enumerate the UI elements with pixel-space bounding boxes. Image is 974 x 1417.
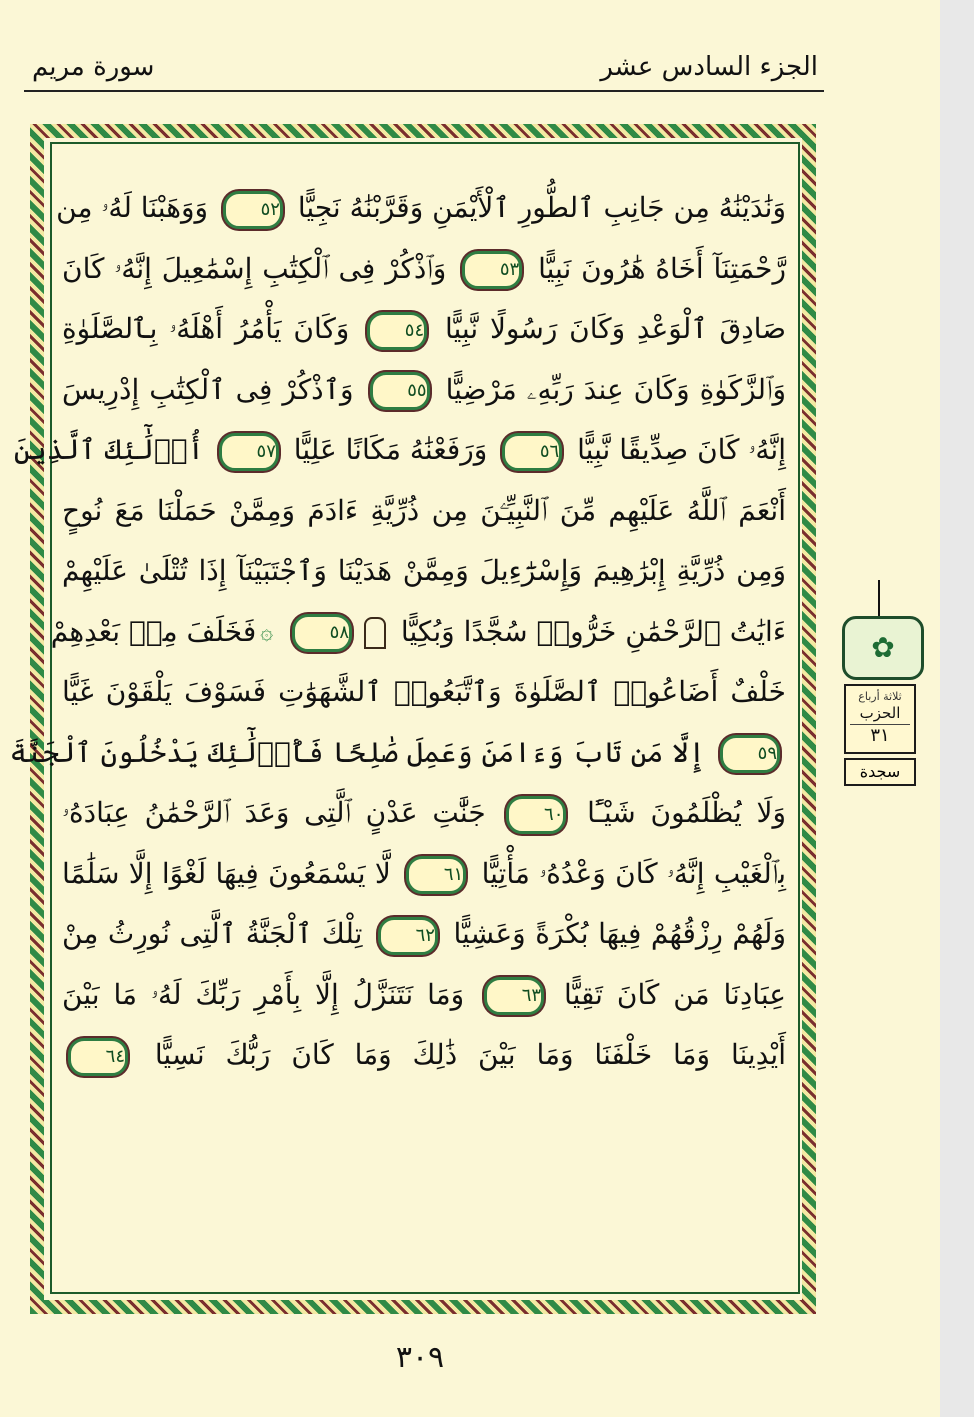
- verse-text: رَّحْمَتِنَآ أَخَاهُ هَٰرُونَ نَبِيًّا: [538, 251, 786, 285]
- text-line: [9, 723, 786, 784]
- verse-text: صَادِقَ ٱلْوَعْدِ وَكَانَ رَسُولًا نَّبِيًّا: [444, 312, 786, 345]
- ayah-number-marker: ٥٤: [367, 312, 427, 350]
- verse-text: وَٱلزَّكَوٰةِ وَكَانَ عِندَ رَبِّهِۦ مَرْضِيًّا: [445, 372, 787, 406]
- verse-text: ءَايَٰتُ ٱلرَّحْمَٰنِ خَرُّوا۟ سُجَّدًا وَبُكِيًّا: [400, 614, 786, 648]
- ayah-number-marker: ٦٠: [506, 796, 566, 834]
- verse-text: وَٱذْكُرْ فِى ٱلْكِتَٰبِ إِدْرِيسَ: [62, 372, 354, 406]
- verse-text: إِنَّهُۥ كَانَ صِدِّيقًا نَّبِيًّا: [577, 433, 786, 466]
- page-edge: [940, 0, 974, 1417]
- verse-text: وَكَانَ يَأْمُرُ أَهْلَهُۥ بِٱلصَّلَوٰةِ: [62, 312, 350, 345]
- hizb-ornament-icon: ✿: [842, 616, 924, 680]
- verse-text: أَنْعَمَ ٱللَّهُ عَلَيْهِم مِّنَ ٱلنَّبِيِّـۧنَ مِن ذُرِّيَّةِ ءَادَمَ وَمِمَّنْ حَمَلْنَا مَعَ نُوحٍ: [62, 493, 786, 527]
- verse-text: بِٱلْغَيْبِ إِنَّهُۥ كَانَ وَعْدُهُۥ مَأْتِيًّا: [481, 856, 787, 890]
- text-line: [50, 602, 786, 663]
- verse-text: إِلَّا مَن تَابَ وَءَامَنَ وَعَمِلَ صَٰلِحًا فَأُو۟لَٰٓئِكَ يَدْخُلُونَ ٱلْجَنَّةَ: [9, 735, 706, 769]
- sajda-label: سجدة: [844, 758, 916, 786]
- text-line: [62, 965, 786, 1026]
- text-line: [13, 420, 786, 481]
- quarter-label: ثلاثة أرباع: [858, 690, 902, 703]
- verse-text: أُو۟لَٰٓئِكَ ٱلَّذِينَ: [13, 433, 204, 466]
- text-line: [62, 299, 786, 360]
- juz-name: الجزء السادس عشر: [600, 52, 818, 82]
- marker-stem: [878, 580, 880, 620]
- page-number: ٣٠٩: [395, 1340, 445, 1375]
- verse-text: فَخَلَفَ مِنۢ بَعْدِهِمْ: [50, 614, 257, 648]
- verse-text: وَلَا يُظْلَمُونَ شَيْـًٔا: [587, 796, 786, 829]
- text-line: [62, 662, 786, 723]
- verse-text: وَمَا نَتَنَزَّلُ إِلَّا بِأَمْرِ رَبِّكَ لَهُۥ مَا بَيْنَ: [62, 977, 465, 1011]
- verse-text: عِبَادِنَا مَن كَانَ تَقِيًّا: [564, 977, 786, 1011]
- ayah-number-marker: ٦١: [406, 856, 466, 894]
- verse-text: أَيْدِينَا وَمَا خَلْفَنَا وَمَا بَيْنَ ذَٰلِكَ وَمَا كَانَ رَبُّكَ نَسِيًّا: [154, 1038, 786, 1071]
- verse-text: لَّا يَسْمَعُونَ فِيهَا لَغْوًا إِلَّا سَلَٰمًا: [62, 856, 391, 890]
- verse-text: تِلْكَ ٱلْجَنَّةُ ٱلَّتِى نُورِثُ مِنْ: [62, 917, 363, 950]
- surah-name: سورة مريم: [32, 52, 155, 82]
- text-line: [56, 178, 786, 239]
- rub-el-hizb-icon: ۞: [260, 619, 274, 645]
- verse-text: وَٱذْكُرْ فِى ٱلْكِتَٰبِ إِسْمَٰعِيلَ إِنَّهُۥ كَانَ: [62, 251, 447, 285]
- text-line: [62, 783, 786, 844]
- ayah-number-marker: ٥٢: [223, 191, 283, 229]
- header-rule: [24, 90, 824, 92]
- hizb-number: ٣١: [850, 724, 910, 747]
- quran-text: [9, 178, 787, 1086]
- text-line: [62, 481, 786, 542]
- ayah-number-marker: ٥٨: [292, 614, 352, 652]
- verse-text: وَنَٰدَيْنَٰهُ مِن جَانِبِ ٱلطُّورِ ٱلْأَيْمَنِ وَقَرَّبْنَٰهُ نَجِيًّا: [297, 191, 786, 224]
- verse-text: جَنَّٰتِ عَدْنٍ ٱلَّتِى وَعَدَ ٱلرَّحْمَٰنُ عِبَادَهُۥ: [62, 796, 486, 829]
- ayah-number-marker: ٦٤: [68, 1038, 128, 1076]
- margin-hizb-marker: [832, 580, 928, 810]
- ayah-number-marker: ٥٣: [462, 251, 522, 289]
- hizb-label: الحزب: [859, 704, 901, 722]
- ayah-number-marker: ٥٥: [370, 372, 430, 410]
- text-line: [62, 360, 786, 421]
- text-line: [62, 239, 786, 300]
- text-line: [62, 844, 786, 905]
- page-header: [24, 48, 824, 92]
- ayah-number-marker: ٦٣: [484, 977, 544, 1015]
- text-line: [62, 904, 786, 965]
- text-line: [62, 541, 786, 602]
- verse-text: وَمِن ذُرِّيَّةِ إِبْرَٰهِيمَ وَإِسْرَٰٓءِيلَ وَمِمَّنْ هَدَيْنَا وَٱجْتَبَيْنَآ إِذَا تُتْلَىٰ عَلَيْهِمْ: [62, 554, 786, 587]
- text-line: [62, 1025, 786, 1086]
- ayah-number-marker: ٥٦: [502, 433, 562, 471]
- hizb-box: [844, 684, 916, 754]
- sajda-mihrab-icon: [364, 617, 386, 649]
- verse-text: وَوَهَبْنَا لَهُۥ مِن: [56, 191, 209, 224]
- verse-text: وَلَهُمْ رِزْقُهُمْ فِيهَا بُكْرَةً وَعَشِيًّا: [453, 917, 786, 950]
- ayah-number-marker: ٥٩: [720, 735, 780, 773]
- verse-text: خَلْفٌ أَضَاعُوا۟ ٱلصَّلَوٰةَ وَٱتَّبَعُوا۟ ٱلشَّهَوَٰتِ فَسَوْفَ يَلْقَوْنَ غَيًّا: [62, 675, 786, 708]
- verse-text: وَرَفَعْنَٰهُ مَكَانًا عَلِيًّا: [293, 433, 488, 466]
- ayah-number-marker: ٦٢: [378, 917, 438, 955]
- ayah-number-marker: ٥٧: [219, 433, 279, 471]
